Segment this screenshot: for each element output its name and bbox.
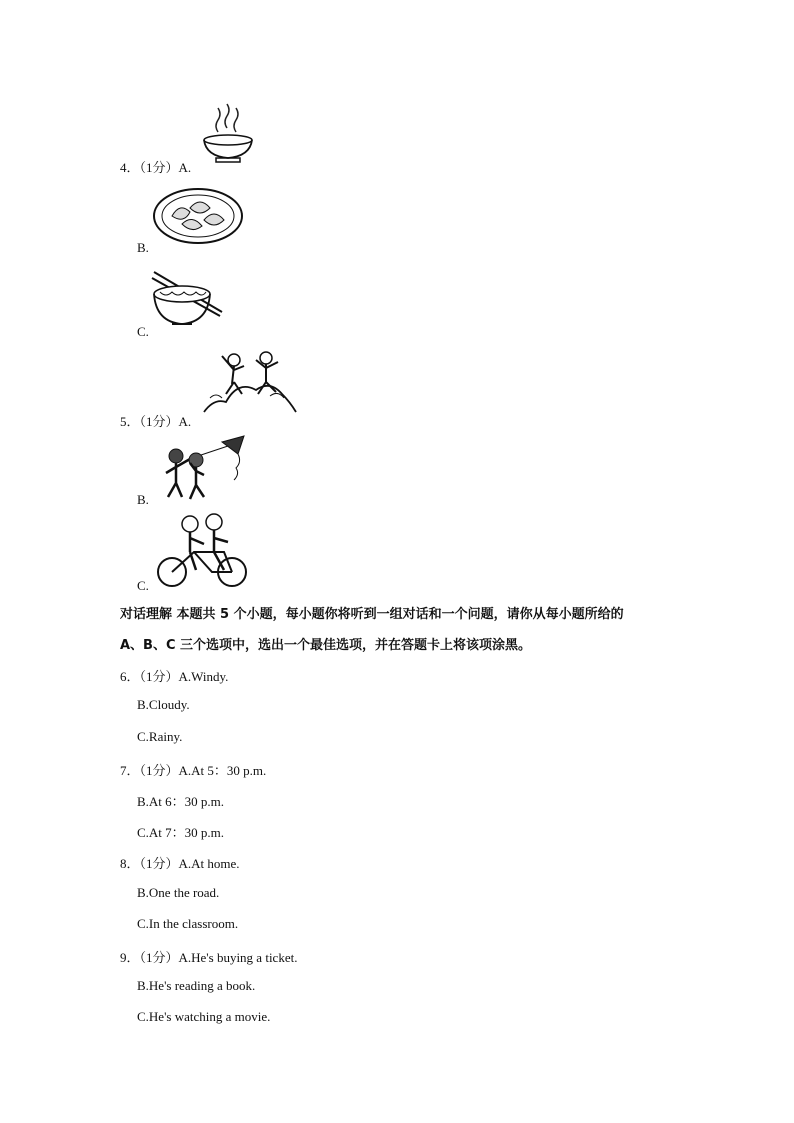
steaming-rice-bowl-icon bbox=[200, 100, 256, 166]
q5-label: 5．（1分）A. bbox=[120, 414, 192, 429]
dumplings-plate-icon bbox=[152, 186, 244, 246]
q7-option-c: C.At 7：30 p.m. bbox=[137, 825, 225, 840]
q9-option-a: 9．（1分）A.He's buying a ticket. bbox=[120, 950, 298, 965]
q5-option-c: C. bbox=[137, 578, 149, 593]
q5-option-b: B. bbox=[137, 492, 149, 507]
q8-option-b: B.One the road. bbox=[137, 885, 220, 900]
noodles-bowl-chopsticks-icon bbox=[150, 268, 226, 328]
q9-option-c: C.He's watching a movie. bbox=[137, 1009, 271, 1024]
children-climbing-mountain-icon bbox=[200, 346, 300, 416]
q6-option-c: C.Rainy. bbox=[137, 729, 183, 744]
q4-label: 4．（1分）A. bbox=[120, 160, 192, 175]
q8-option-a: 8．（1分）A.At home. bbox=[120, 856, 240, 871]
q6-option-b: B.Cloudy. bbox=[137, 697, 190, 712]
q4-option-c: C. bbox=[137, 324, 149, 339]
children-riding-bicycle-icon bbox=[152, 512, 252, 588]
q7-option-a: 7．（1分）A.At 5：30 p.m. bbox=[120, 763, 267, 778]
q8-option-c: C.In the classroom. bbox=[137, 916, 239, 931]
q4-option-b: B. bbox=[137, 240, 149, 255]
children-flying-kite-icon bbox=[152, 432, 252, 502]
section-instruction-line1: 对话理解 本题共 5 个小题，每小题你将听到一组对话和一个问题，请你从每小题所给的 bbox=[120, 607, 624, 622]
q9-option-b: B.He's reading a book. bbox=[137, 978, 256, 993]
q6-option-a: 6．（1分）A.Windy. bbox=[120, 669, 229, 684]
section-instruction-line2: A、B、C 三个选项中，选出一个最佳选项，并在答题卡上将该项涂黑。 bbox=[120, 638, 532, 653]
q7-option-b: B.At 6：30 p.m. bbox=[137, 794, 225, 809]
